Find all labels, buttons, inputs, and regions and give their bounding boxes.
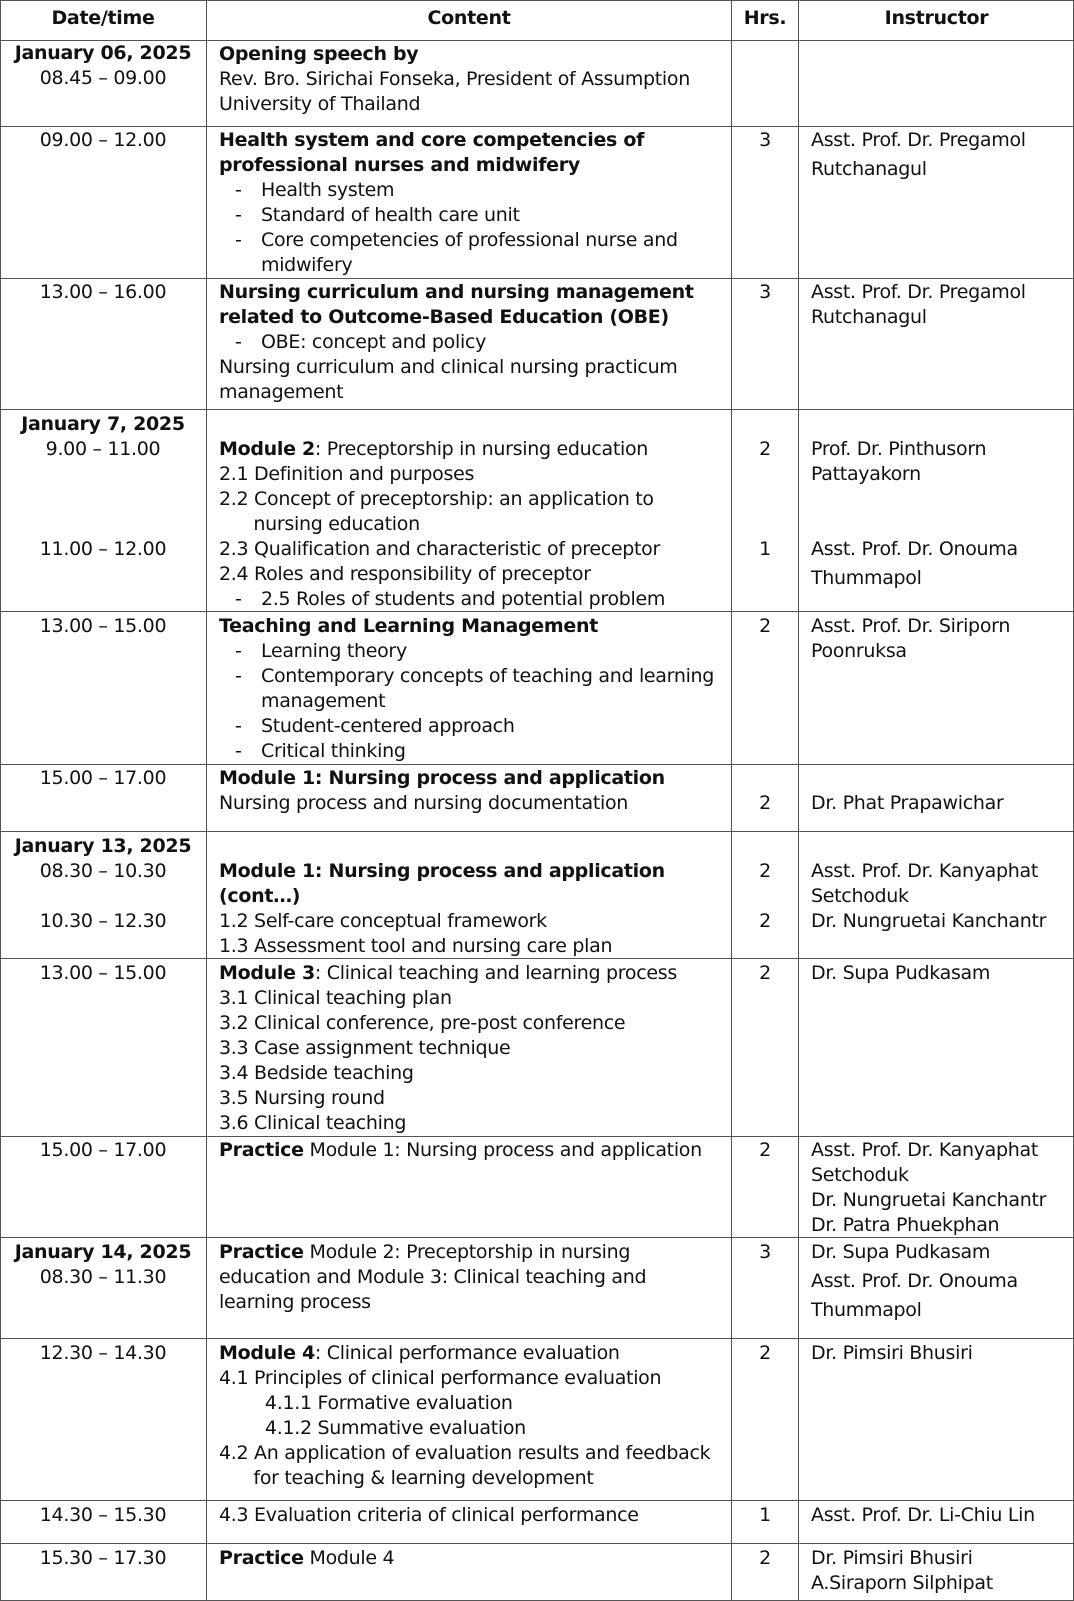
content-bold-text: Teaching and Learning Management xyxy=(219,615,598,637)
instructor-name: Rutchanagul xyxy=(811,158,927,180)
content-text: nursing education xyxy=(219,513,420,535)
content-bullet-item xyxy=(261,203,520,228)
content-line xyxy=(219,1341,620,1366)
content-line xyxy=(219,1036,510,1061)
content-bold-text: Module 1: Nursing process and application xyxy=(219,860,665,882)
content-text: University of Thailand xyxy=(219,93,421,115)
content-text: 4.3 Evaluation criteria of clinical performance xyxy=(219,1504,639,1526)
header-instructor: Instructor xyxy=(884,7,989,29)
content-line xyxy=(219,67,690,92)
content-text: : Clinical teaching and learning process xyxy=(314,962,677,984)
content-line xyxy=(219,884,300,909)
content-bold-text: Practice xyxy=(219,1139,304,1161)
content-line xyxy=(219,153,580,178)
bullet-dash: - xyxy=(235,740,242,762)
bullet-dash: - xyxy=(235,229,242,251)
hours-cell: 2 xyxy=(759,962,771,984)
content-bold-text: Module 1: Nursing process and application xyxy=(219,767,665,789)
content-line xyxy=(219,859,665,884)
content-text: 2.2 Concept of preceptorship: an application to xyxy=(219,488,654,510)
content-text: 4.1.2 Summative evaluation xyxy=(219,1417,526,1439)
row-divider xyxy=(0,409,1074,410)
content-text: Standard of health care unit xyxy=(261,204,520,226)
content-text: 3.5 Nursing round xyxy=(219,1087,385,1109)
instructor-name: Dr. Supa Pudkasam xyxy=(811,1241,991,1263)
instructor-name: Poonruksa xyxy=(811,640,907,662)
time-cell: 09.00 – 12.00 xyxy=(39,129,167,151)
instructor-name: Dr. Nungruetai Kanchantr xyxy=(811,1189,1047,1211)
bullet-dash: - xyxy=(235,179,242,201)
date-cell: January 14, 2025 xyxy=(14,1241,192,1263)
content-text: 3.1 Clinical teaching plan xyxy=(219,987,452,1009)
content-bullet-item xyxy=(261,639,407,664)
content-line xyxy=(219,1546,394,1571)
hours-cell: 2 xyxy=(759,438,771,460)
content-line xyxy=(219,1086,385,1111)
content-line xyxy=(219,1138,702,1163)
content-line xyxy=(219,909,547,934)
time-cell: 13.00 – 16.00 xyxy=(39,281,167,303)
content-text: 2.5 Roles of students and potential problem xyxy=(261,588,666,610)
content-line xyxy=(219,1111,406,1136)
content-bold-text: Practice xyxy=(219,1241,304,1263)
instructor-name: Rutchanagul xyxy=(811,306,927,328)
header-hrs: Hrs. xyxy=(743,7,787,29)
bullet-dash: - xyxy=(235,715,242,737)
content-bullet-item xyxy=(261,228,678,253)
content-text: Learning theory xyxy=(261,640,407,662)
hours-cell: 2 xyxy=(759,910,771,932)
date-cell: January 06, 2025 xyxy=(14,42,192,64)
instructor-name: Dr. Patra Phuekphan xyxy=(811,1214,1000,1236)
content-text: management xyxy=(261,690,386,712)
hours-cell: 2 xyxy=(759,615,771,637)
instructor-name: Asst. Prof. Dr. Siriporn xyxy=(811,615,1011,637)
instructor-name: Dr. Pimsiri Bhusiri xyxy=(811,1342,973,1364)
time-cell: 10.30 – 12.30 xyxy=(39,910,167,932)
row-divider xyxy=(0,1543,1074,1544)
content-text: 4.1 Principles of clinical performance evaluation xyxy=(219,1367,662,1389)
content-bold-text: related to Outcome-Based Education (OBE) xyxy=(219,306,669,328)
time-cell: 14.30 – 15.30 xyxy=(39,1504,167,1526)
time-cell: 9.00 – 11.00 xyxy=(45,438,161,460)
bullet-dash: - xyxy=(235,331,242,353)
content-line xyxy=(219,1240,630,1265)
instructor-name: Pattayakorn xyxy=(811,463,921,485)
content-line xyxy=(219,128,644,153)
time-cell: 08.30 – 10.30 xyxy=(39,860,167,882)
instructor-name: Dr. Phat Prapawichar xyxy=(811,792,1004,814)
content-bold-text: Opening speech by xyxy=(219,43,419,65)
instructor-name: Setchoduk xyxy=(811,885,909,907)
content-line xyxy=(261,253,352,278)
instructor-name: Setchoduk xyxy=(811,1164,909,1186)
content-line xyxy=(219,1265,646,1290)
content-bold-text: Health system and core competencies of xyxy=(219,129,645,151)
row-divider xyxy=(0,1136,1074,1137)
content-line xyxy=(219,961,677,986)
content-line xyxy=(219,562,591,587)
column-divider xyxy=(798,0,799,1601)
content-text: 1.3 Assessment tool and nursing care plan xyxy=(219,935,613,957)
content-bold-text: Module 3 xyxy=(219,962,315,984)
content-text: : Preceptorship in nursing education xyxy=(314,438,649,460)
instructor-name: Asst. Prof. Dr. Li-Chiu Lin xyxy=(811,1504,1035,1526)
content-text: management xyxy=(219,381,344,403)
content-text: 4.2 An application of evaluation results and feedback xyxy=(219,1442,711,1464)
row-divider xyxy=(0,764,1074,765)
content-text: 3.3 Case assignment technique xyxy=(219,1037,511,1059)
hours-cell: 2 xyxy=(759,860,771,882)
date-cell: January 13, 2025 xyxy=(14,835,192,857)
content-text: Health system xyxy=(261,179,395,201)
content-line xyxy=(219,380,343,405)
content-text: Nursing curriculum and clinical nursing practicum xyxy=(219,356,678,378)
content-line xyxy=(219,92,420,117)
instructor-name: Thummapol xyxy=(811,1299,922,1321)
content-bullet-item xyxy=(261,714,515,739)
hours-cell: 2 xyxy=(759,1342,771,1364)
content-line xyxy=(219,614,598,639)
content-line xyxy=(219,1061,414,1086)
content-line xyxy=(219,487,654,512)
instructor-name: Asst. Prof. Dr. Onouma xyxy=(811,538,1018,560)
hours-cell: 1 xyxy=(759,1504,771,1526)
hours-cell: 3 xyxy=(759,281,771,303)
content-text: Nursing process and nursing documentation xyxy=(219,792,629,814)
content-line xyxy=(219,355,678,380)
instructor-name: Asst. Prof. Dr. Pregamol xyxy=(811,129,1026,151)
content-text: education and Module 3: Clinical teaching and xyxy=(219,1266,647,1288)
hours-cell: 3 xyxy=(759,129,771,151)
hours-cell: 3 xyxy=(759,1241,771,1263)
content-bullet-item xyxy=(261,739,406,764)
content-text: learning process xyxy=(219,1291,371,1313)
time-cell: 12.30 – 14.30 xyxy=(39,1342,167,1364)
row-divider xyxy=(0,278,1074,279)
row-divider xyxy=(0,0,1074,1)
column-divider xyxy=(206,0,207,1601)
time-cell: 13.00 – 15.00 xyxy=(39,615,167,637)
instructor-name: Asst. Prof. Dr. Onouma xyxy=(811,1270,1018,1292)
time-cell: 15.30 – 17.30 xyxy=(39,1547,167,1569)
hours-cell: 2 xyxy=(759,1139,771,1161)
row-divider xyxy=(0,831,1074,832)
content-line xyxy=(219,1011,625,1036)
content-line xyxy=(219,1290,371,1315)
time-cell: 15.00 – 17.00 xyxy=(39,767,167,789)
bullet-dash: - xyxy=(235,204,242,226)
content-line xyxy=(219,791,628,816)
content-line xyxy=(219,766,665,791)
hours-cell: 2 xyxy=(759,792,771,814)
time-cell: 13.00 – 15.00 xyxy=(39,962,167,984)
instructor-name: Asst. Prof. Dr. Pregamol xyxy=(811,281,1026,303)
header-date-time: Date/time xyxy=(51,7,155,29)
header-content: Content xyxy=(427,7,511,29)
content-text: 2.4 Roles and responsibility of preceptor xyxy=(219,563,591,585)
content-line xyxy=(219,42,418,67)
content-text: Student-centered approach xyxy=(261,715,515,737)
content-bold-text: Module 4 xyxy=(219,1342,315,1364)
bullet-dash: - xyxy=(235,665,242,687)
bullet-dash: - xyxy=(235,640,242,662)
content-bold-text: Practice xyxy=(219,1547,304,1569)
content-bold-text: professional nurses and midwifery xyxy=(219,154,580,176)
content-text: Module 4 xyxy=(303,1547,395,1569)
instructor-name: Thummapol xyxy=(811,567,922,589)
content-text: Critical thinking xyxy=(261,740,406,762)
instructor-name: A.Siraporn Silphipat xyxy=(811,1572,993,1594)
content-line xyxy=(261,689,385,714)
content-text: OBE: concept and policy xyxy=(261,331,487,353)
content-bullet-item xyxy=(261,664,714,689)
content-line xyxy=(219,305,669,330)
content-bold-text: (cont…) xyxy=(219,885,301,907)
hours-cell: 1 xyxy=(759,538,771,560)
content-line xyxy=(219,1441,710,1466)
content-text: 4.1.1 Formative evaluation xyxy=(219,1392,513,1414)
bullet-dash: - xyxy=(235,588,242,610)
content-text: Contemporary concepts of teaching and learning xyxy=(261,665,715,687)
content-text: Module 1: Nursing process and application xyxy=(303,1139,702,1161)
content-text: Module 2: Preceptorship in nursing xyxy=(303,1241,631,1263)
content-line xyxy=(219,1366,661,1391)
row-divider xyxy=(0,126,1074,127)
instructor-name: Dr. Supa Pudkasam xyxy=(811,962,991,984)
content-bold-text: Nursing curriculum and nursing management xyxy=(219,281,694,303)
content-text: 3.4 Bedside teaching xyxy=(219,1062,414,1084)
content-line xyxy=(219,537,660,562)
content-line xyxy=(219,1503,639,1528)
content-bold-text: Module 2 xyxy=(219,438,315,460)
content-text: 1.2 Self-care conceptual framework xyxy=(219,910,547,932)
content-text: midwifery xyxy=(261,254,353,276)
time-cell: 15.00 – 17.00 xyxy=(39,1139,167,1161)
content-text: 3.2 Clinical conference, pre-post conference xyxy=(219,1012,626,1034)
time-cell: 11.00 – 12.00 xyxy=(39,538,167,560)
content-bullet-item xyxy=(261,178,394,203)
date-cell: January 7, 2025 xyxy=(21,413,185,435)
content-line xyxy=(219,512,420,537)
time-cell: 08.30 – 11.30 xyxy=(39,1266,167,1288)
content-bullet-item xyxy=(261,587,665,612)
content-text: 2.1 Definition and purposes xyxy=(219,463,475,485)
time-cell: 08.45 – 09.00 xyxy=(39,67,167,89)
instructor-name: Asst. Prof. Dr. Kanyaphat xyxy=(811,1139,1039,1161)
instructor-name: Dr. Nungruetai Kanchantr xyxy=(811,910,1047,932)
content-text: 2.3 Qualification and characteristic of preceptor xyxy=(219,538,660,560)
content-line xyxy=(219,1416,526,1441)
content-line xyxy=(219,462,474,487)
instructor-name: Asst. Prof. Dr. Kanyaphat xyxy=(811,860,1039,882)
content-text: Core competencies of professional nurse and xyxy=(261,229,678,251)
content-text: 3.6 Clinical teaching xyxy=(219,1112,407,1134)
content-bullet-item xyxy=(261,330,486,355)
content-text: : Clinical performance evaluation xyxy=(314,1342,620,1364)
content-line xyxy=(219,280,694,305)
content-text: for teaching & learning development xyxy=(219,1467,594,1489)
content-text: Rev. Bro. Sirichai Fonseka, President of Assumption xyxy=(219,68,690,90)
content-line xyxy=(219,986,452,1011)
content-line xyxy=(219,934,612,959)
content-line xyxy=(219,1391,513,1416)
content-line xyxy=(219,1466,594,1491)
row-divider xyxy=(0,1500,1074,1501)
content-line xyxy=(219,437,648,462)
hours-cell: 2 xyxy=(759,1547,771,1569)
instructor-name: Prof. Dr. Pinthusorn xyxy=(811,438,987,460)
row-divider xyxy=(0,1338,1074,1339)
instructor-name: Dr. Pimsiri Bhusiri xyxy=(811,1547,973,1569)
